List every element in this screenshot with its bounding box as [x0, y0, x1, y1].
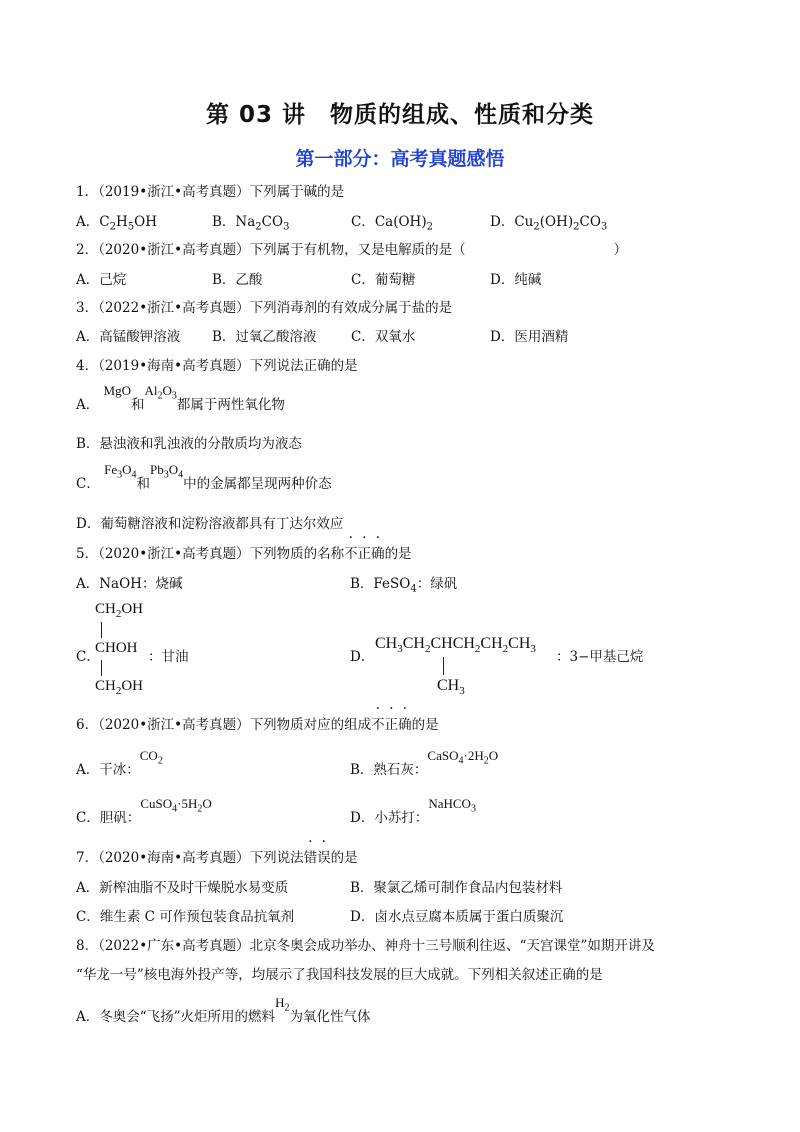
question-2-option-c: C．葡萄糖: [351, 272, 416, 288]
question-4-option-c: C． $Fe_3O_4$和$Pb_3O_4$中的金属都呈现两种价态: [76, 462, 332, 492]
question-5-option-a: A．NaOH：烧碱: [76, 576, 183, 592]
question-7-stem: 7．（2020•海南•高考真题）下列说法错误的是: [76, 846, 358, 866]
methylhexane-bond: [443, 657, 444, 675]
question-7-option-b: B．聚氯乙烯可制作食品内包装材料: [350, 880, 563, 896]
glycerol-bond-2: [101, 660, 102, 676]
question-8-stem-line2: “华龙一号”核电海外投产等，均展示了我国科技发展的巨大成就。下列相关叙述正确的是: [76, 967, 603, 983]
question-5-option-d-label: D．: [350, 649, 375, 665]
page-title: 第 03 讲 物质的组成、性质和分类: [205, 102, 595, 128]
methylhexane-branch: $CH_3$: [437, 677, 465, 698]
question-1-option-d: D．$Cu_2(OH)_2CO_3$: [490, 214, 608, 233]
question-3-option-b: B．过氧乙酸溶液: [212, 329, 317, 345]
question-3-stem: 3．（2022•浙江•高考真题）下列消毒剂的有效成分属于盐的是: [76, 300, 453, 316]
glycerol-bond-1: [101, 622, 102, 638]
emphasis-dot: 不: [344, 546, 358, 562]
question-7-option-d: D．卤水点豆腐本质属于蛋白质聚沉: [350, 909, 564, 925]
question-4-option-d: D．葡萄糖溶液和淀粉溶液都具有丁达尔效应: [76, 516, 344, 532]
question-7-option-c: C．维生素 C 可作预包装食品抗氧剂: [76, 909, 295, 925]
emphasis-dot: 误: [317, 850, 331, 866]
question-8-option-a: A．冬奥会“飞扬”火炬所用的燃料$H_2$为氧化性气体: [76, 995, 371, 1025]
question-1-stem: 1．（2019•浙江•高考真题）下列属于碱的是: [76, 184, 345, 200]
question-6-option-a: A．干冰：$CO_2$: [76, 748, 163, 778]
emphasis-dot: 确: [371, 546, 385, 562]
question-2-option-a: A．己烷: [76, 272, 127, 288]
emphasis-dot: 不: [371, 717, 385, 733]
question-4-stem: 4．（2019•海南•高考真题）下列说法正确的是: [76, 358, 358, 374]
question-8-stem-line1: 8．（2022•广东•高考真题）北京冬奥会成功举办、神舟十三号顺利往返、“天宫课堂”如期开讲及: [76, 938, 655, 954]
question-2-stem: 2．（2020•浙江•高考真题）下列属于有机物，又是电解质的是（ ）: [76, 242, 628, 258]
emphasis-dot: 错: [303, 850, 318, 866]
emphasis-dot: 确: [398, 717, 412, 733]
question-6-option-c: C．胆矾：$CuSO_4\cdot 5H_2O$: [76, 796, 212, 826]
question-1-option-b: B．$Na_2CO_3$: [212, 214, 290, 233]
question-5-option-d-name: ：3−甲基己烷: [556, 649, 644, 665]
question-1-option-a: A．$C_2H_5OH$: [76, 214, 157, 233]
question-6-option-b: B．熟石灰：$CaSO_4\cdot 2H_2O$: [350, 748, 499, 778]
question-6-option-d: D．小苏打：NaHCO$_3$: [350, 796, 476, 826]
methylhexane-main-chain: $CH_3CH_2CHCH_2CH_2CH_3$: [375, 635, 536, 656]
question-5-option-b: B．FeSO$_4$：绿矾: [350, 576, 458, 595]
question-5-option-c-name: ：甘油: [148, 649, 189, 665]
question-1-option-c: C．$Ca(OH)_2$: [351, 214, 433, 233]
question-2-option-b: B．乙酸: [212, 272, 263, 288]
question-4-option-a: A． MgO和$Al_2O_3$都属于两性氧化物: [76, 383, 285, 413]
emphasis-dot: 正: [384, 717, 399, 733]
question-2-option-d: D．纯碱: [490, 272, 542, 288]
question-5-option-c-label: C．: [76, 649, 100, 665]
glycerol-structure-line1: $CH_2OH$: [95, 601, 144, 620]
question-3-option-d: D．医用酒精: [490, 329, 569, 345]
question-4-option-b: B．悬浊液和乳浊液的分散质均为液态: [76, 436, 302, 452]
glycerol-structure-line2: CHOH: [95, 640, 138, 656]
section-subtitle: 第一部分：高考真题感悟: [295, 148, 505, 170]
question-3-option-a: A．高锰酸钾溶液: [76, 329, 181, 345]
question-6-stem: 6．（2020•浙江•高考真题）下列物质对应的组成不正确的是: [76, 713, 439, 733]
emphasis-dot: 正: [357, 546, 372, 562]
glycerol-structure-line3: $CH_2OH$: [95, 678, 144, 697]
question-5-stem: 5．（2020•浙江•高考真题）下列物质的名称不正确的是: [76, 542, 412, 562]
question-3-option-c: C．双氧水: [351, 329, 416, 345]
question-7-option-a: A．新榨油脂不及时干燥脱水易变质: [76, 880, 289, 896]
